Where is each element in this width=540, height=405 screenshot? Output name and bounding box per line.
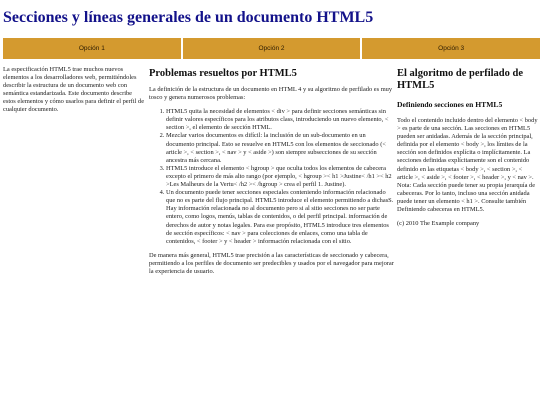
nav-option-1[interactable]: Opción 1 — [3, 38, 181, 59]
main-heading: Problemas resueltos por HTML5 — [149, 68, 297, 79]
main-column — [149, 66, 395, 282]
aside-heading: El algoritmo de perfilado de HTML5 — [397, 68, 523, 91]
list-item: 1. HTML5 quita la necesidad de elementos < div > para definir secciones semánticas sin definir valores específicos para los atributos class, introduciendo un nuevo elemento, < section >, el elemento de sección HTML. — [166, 108, 395, 132]
aside-subheading: Definiendo secciones en HTML5 — [397, 100, 503, 109]
list-item: 4. Un documento puede tener secciones especiales conteniendo información relacionado que no es parte del flujo principal. HTML5 introduce el elemento permitiendo a dichasS. Hay información relacionada no al documento pero si al sitio secciones no ser parte entero, como logos, menús, tablas de contenidos, o del perfil principal. información de derechos de autor y notas legales. Para ese propósito, HTML5 introduce tres elementos de sección específicos: < nav > para colecciones de enlaces, como una tabla de contenidos, < footer > y < header > información relacionada con el sitio. — [166, 189, 395, 246]
page-title: Secciones y líneas generales de un documento HTML5 — [3, 9, 374, 26]
list-item: 3. HTML5 introduce el elemento < hgroup > que oculta todos los elementos de cabecera excepto el primero de más alto rango (por ejemplo, < hgroup >< h1 >Justine< /h1 >< h2 >Les Malheurs de la Vertu< /h2 >< /hgroup > crea el perfil 1. Justine). — [166, 165, 395, 189]
left-column — [3, 66, 145, 121]
right-column — [397, 66, 539, 234]
copyright-footer: (c) 2010 The Example company — [397, 220, 480, 228]
top-nav — [3, 38, 540, 59]
main-outro: De manera más general, HTML5 trae precisión a las características de seccionado y cabecera, permitiendo a los perfiles de documento ser predecibles y usados por el navegador para mejorar la experiencia de usuario. — [149, 251, 394, 275]
list-item: 2. Mezclar varios documentos es difícil: la inclusión de un sub-documento en un documento principal. Esto se resuelve en HTML5 con los elementos de seccionado (< article >, < section >, < nav > y < aside >) son siempre subsecciones de su sección ancestra más cercana. — [166, 132, 395, 164]
nav-option-2[interactable]: Opción 2 — [183, 38, 361, 59]
aside-paragraph: Todo el contenido incluido dentro del elemento < body > es parte de una sección. Las secciones en HTML5 pueden ser anidadas. Además de la sección principal, definida por el elemento < body >, los límites de la sección son definidos explícita o implícitamente. La secciones definidas explícitamente son el contenido definido en las etiquetas < body >, < section >, < article >, < aside >, < footer >, < header >, y < nav >. Nota: Cada sección puede tener su propia jerarquía de cabeceras. Por lo tanto, incluso una sección anidada puede tener un elemento < h1 >. Consulte también Definiendo cabeceras en HTML5. — [397, 117, 538, 214]
main-intro: La definición de la estructura de un documento en HTML 4 y su algoritmo de perfilado es muy tosco y genera numerosos problemas: — [149, 86, 393, 102]
intro-paragraph: La especificación HTML5 trae muchos nuevos elementos a los desarrolladores web, permitiéndoles describir la estructura de un documento web con semántica estandarizada. Este documento describe estos elementos y cómo usarlos para definir el perfil de cualquier documento. — [3, 66, 145, 114]
nav-option-3[interactable]: Opción 3 — [362, 38, 540, 59]
problems-list — [149, 108, 395, 246]
